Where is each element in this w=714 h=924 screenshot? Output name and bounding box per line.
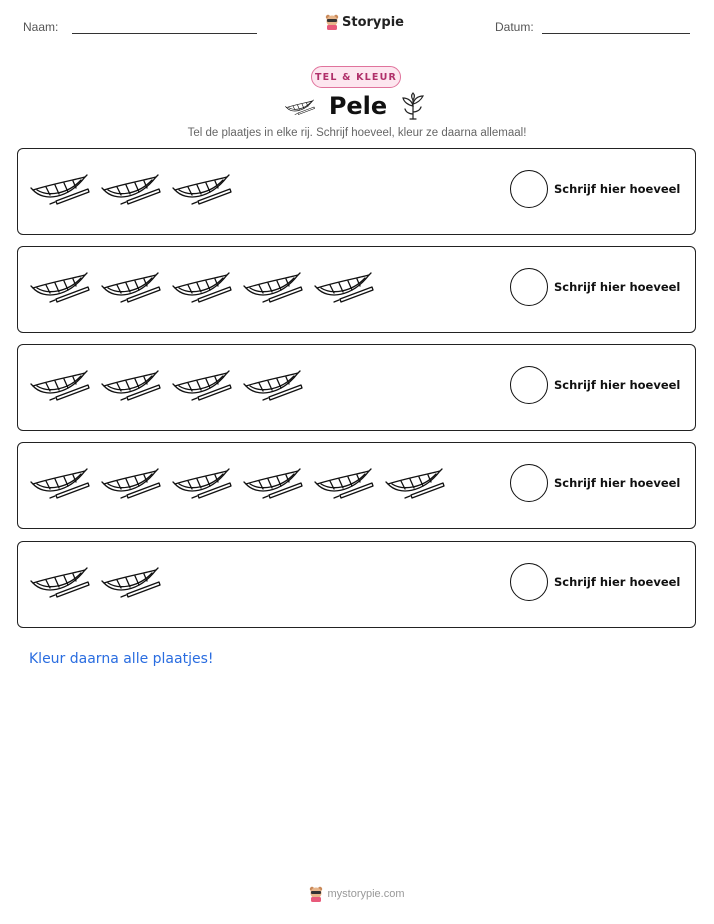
- canoe-icon[interactable]: [172, 461, 232, 505]
- canoe-icon[interactable]: [243, 265, 303, 309]
- canoe-icon[interactable]: [30, 265, 90, 309]
- canoe-icon[interactable]: [30, 560, 90, 604]
- answer-circle[interactable]: [510, 170, 548, 208]
- count-row: [17, 246, 696, 333]
- canoe-icon[interactable]: [30, 363, 90, 407]
- plant-icon: [400, 92, 426, 120]
- footer: [0, 886, 714, 902]
- footer-url: mystorypie.com: [327, 888, 405, 900]
- canoe-icon[interactable]: [101, 167, 161, 211]
- canoe-icon[interactable]: [243, 363, 303, 407]
- page-title: Pele: [328, 92, 388, 120]
- picture-group: [30, 167, 232, 211]
- write-count-label: Schrijf hier hoeveel: [554, 280, 681, 294]
- closing-text: Kleur daarna alle plaatjes!: [29, 651, 214, 667]
- canoe-icon[interactable]: [101, 265, 161, 309]
- count-row: [17, 148, 696, 235]
- write-count-label: Schrijf hier hoeveel: [554, 476, 681, 490]
- canoe-icon[interactable]: [314, 265, 374, 309]
- picture-group: [30, 560, 161, 604]
- date-label: Datum:: [495, 20, 534, 34]
- name-line[interactable]: [72, 33, 257, 34]
- date-line[interactable]: [542, 33, 690, 34]
- activity-badge: TEL & KLEUR: [311, 66, 401, 88]
- write-count-label: Schrijf hier hoeveel: [554, 575, 681, 589]
- count-row: [17, 541, 696, 628]
- canoe-icon[interactable]: [314, 461, 374, 505]
- canoe-icon[interactable]: [172, 167, 232, 211]
- canoe-icon[interactable]: [101, 461, 161, 505]
- name-label: Naam:: [23, 20, 59, 34]
- answer-circle[interactable]: [510, 563, 548, 601]
- canoe-icon[interactable]: [101, 560, 161, 604]
- bear-logo-icon: [325, 14, 339, 30]
- canoe-icon[interactable]: [172, 363, 232, 407]
- logo-text: Storypie: [342, 14, 404, 30]
- picture-group: [30, 363, 303, 407]
- canoe-icon[interactable]: [385, 461, 445, 505]
- canoe-icon[interactable]: [30, 461, 90, 505]
- count-row: [17, 344, 696, 431]
- bear-logo-icon: [309, 886, 323, 902]
- write-count-label: Schrijf hier hoeveel: [554, 378, 681, 392]
- count-row: [17, 442, 696, 529]
- picture-group: [30, 461, 445, 505]
- answer-circle[interactable]: [510, 366, 548, 404]
- canoe-icon[interactable]: [30, 167, 90, 211]
- write-count-label: Schrijf hier hoeveel: [554, 182, 681, 196]
- picture-group: [30, 265, 374, 309]
- canoe-icon[interactable]: [172, 265, 232, 309]
- canoe-icon[interactable]: [101, 363, 161, 407]
- logo: [325, 14, 404, 30]
- canoe-icon[interactable]: [243, 461, 303, 505]
- answer-circle[interactable]: [510, 268, 548, 306]
- answer-circle[interactable]: [510, 464, 548, 502]
- instruction-text: Tel de plaatjes in elke rij. Schrijf hoeveel, kleur ze daarna allemaal!: [187, 127, 527, 139]
